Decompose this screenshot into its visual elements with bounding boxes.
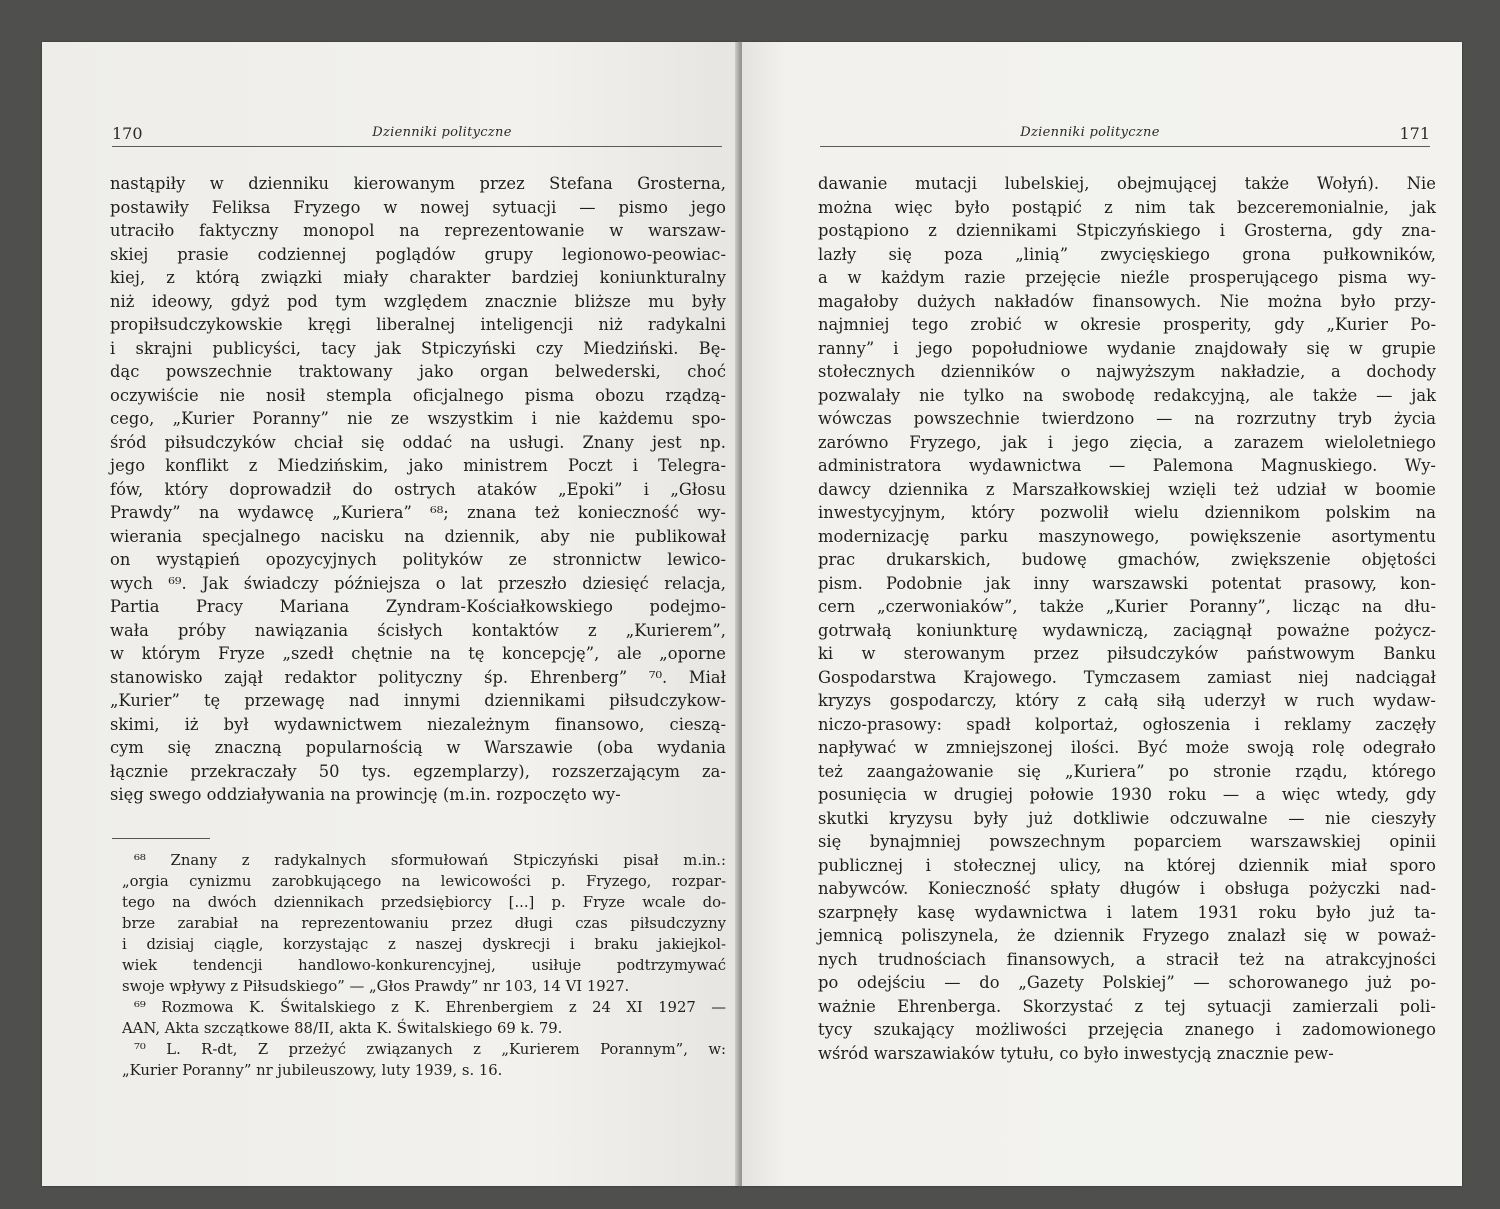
- left-page: [42, 42, 738, 1186]
- footnote-line: „Kurier Poranny” nr jubileuszowy, luty 1939, s. 16.: [122, 1062, 503, 1079]
- text-line: łącznie przekraczały 50 tys. egzemplarzy), rozszerzającym za-: [110, 761, 726, 781]
- text-line: „Kurier” tę przewagę nad innymi dziennikami piłsudczykow-: [110, 691, 726, 710]
- text-line: Gospodarstwa Krajowego. Tymczasem zamiast niej nadciągał: [818, 667, 1436, 687]
- text-line: wierania specjalnego nacisku na dziennik, aby nie publikował: [110, 526, 726, 546]
- text-line: utraciło faktyczny monopol na reprezentowanie w warszaw-: [110, 221, 726, 240]
- text-line: napływać w zmniejszonej ilości. Być może swoją rolę odegrało: [818, 738, 1436, 757]
- text-line: nych trudnościach finansowych, a stracił też na atrakcyjności: [818, 949, 1436, 969]
- right-page-body: [818, 172, 1436, 1065]
- right-page-number: 171: [1399, 124, 1430, 143]
- text-line: w którym Fryze „szedł chętnie na tę koncepcję”, ale „oporne: [110, 644, 726, 663]
- text-line: postąpiono z dziennikami Stpiczyńskiego i Grosterna, gdy zna-: [818, 221, 1436, 240]
- text-line: ranny” i jego popołudniowe wydanie znajdowały się w grupie: [818, 338, 1436, 358]
- footnote-line: swoje wpływy z Piłsudskiego” — „Głos Prawdy” nr 103, 14 VI 1927.: [122, 978, 630, 995]
- text-line: fów, który doprowadził do ostrych ataków „Epoki” i „Głosu: [110, 479, 726, 499]
- footnote-line: ⁶⁹ Rozmowa K. Świtalskiego z K. Ehrenbergiem z 24 XI 1927 —: [134, 999, 726, 1016]
- text-line: skiej prasie codziennej poglądów grupy legionowo-peowiac-: [110, 244, 726, 264]
- left-page-number: 170: [112, 124, 143, 143]
- left-running-title: Dzienniki polityczne: [372, 125, 512, 140]
- text-line: tycy szukający możliwości przejęcia znanego i zadomowionego: [818, 1020, 1436, 1039]
- text-line: administratora wydawnictwa — Palemona Magnuskiego. Wy-: [818, 456, 1436, 475]
- footnote-separator: [112, 838, 210, 839]
- text-line: posunięcia w drugiej połowie 1930 roku — a więc wtedy, gdy: [818, 785, 1436, 804]
- text-line: lazły się poza „linią” zwycięskiego grona pułkowników,: [818, 244, 1436, 264]
- left-page-header: [112, 122, 722, 147]
- footnote-line: tego na dwóch dziennikach przedsiębiorcy [...] p. Fryze wcale do-: [122, 894, 726, 911]
- text-line: niczo-prasowy: spadł kolportaż, ogłoszenia i reklamy zaczęły: [818, 714, 1436, 734]
- text-line: sięg swego oddziaływania na prowincję (m.in. rozpoczęto wy-: [110, 785, 621, 804]
- text-line: kryzys gospodarczy, który z całą siłą uderzył w ruch wydaw-: [818, 691, 1436, 710]
- text-line: niż ideowy, gdyż pod tym względem znacznie bliższe mu były: [110, 291, 726, 311]
- text-line: kiej, z którą związki miały charakter bardziej koniunkturalny: [110, 268, 726, 287]
- text-line: publicznej i stołecznej ulicy, na której dziennik miał sporo: [818, 855, 1436, 875]
- text-line: postawiły Feliksa Fryzego w nowej sytuacji — pismo jego: [110, 197, 726, 217]
- text-line: gotrwałą koniunkturę wydawniczą, zaciągnął poważne pożycz-: [818, 620, 1436, 640]
- text-line: skimi, iż był wydawnictwem niezależnym finansowo, cieszą-: [110, 714, 726, 734]
- text-line: pism. Podobnie jak inny warszawski potentat prasowy, kon-: [818, 573, 1436, 593]
- text-line: szarpnęły kasę wydawnictwa i latem 1931 roku było już ta-: [818, 902, 1436, 922]
- footnote-line: „orgia cynizmu zarobkującego na lewicowości p. Fryzego, rozpar-: [122, 873, 726, 890]
- text-line: ważnie Ehrenberga. Skorzystać z tej sytuacji zamierzali poli-: [818, 996, 1436, 1016]
- text-line: cego, „Kurier Poranny” nie ze wszystkim i nie każdemu spo-: [110, 409, 726, 428]
- text-line: śród piłsudczyków chciał się oddać na usługi. Znany jest np.: [110, 432, 726, 452]
- footnote-line: brze zarabiał na reprezentowaniu przez długi czas piłsudczyzny: [122, 915, 726, 932]
- text-line: po odejściu — do „Gazety Polskiej” — schorowanego już po-: [818, 973, 1436, 992]
- text-line: skutki kryzysu były już dotkliwie odczuwalne — nie cieszyły: [818, 808, 1436, 828]
- text-line: Partia Pracy Mariana Zyndram-Kościałkowskiego podejmo-: [110, 597, 726, 616]
- text-line: Prawdy” na wydawcę „Kuriera” ⁶⁸; znana też konieczność wy-: [110, 503, 726, 522]
- text-line: cym się znaczną popularnością w Warszawie (oba wydania: [110, 738, 726, 757]
- text-line: dąc powszechnie traktowany jako organ belwederski, choć: [110, 362, 726, 381]
- text-line: inwestycyjnym, który pozwolił wielu dziennikom polskim na: [818, 503, 1436, 522]
- left-page-body: [110, 172, 726, 807]
- text-line: wśród warszawiaków tytułu, co było inwestycją znacznie pew-: [818, 1043, 1334, 1063]
- text-line: stanowisko zajął redaktor polityczny śp. Ehrenberg” ⁷⁰. Miał: [110, 667, 726, 687]
- footnote-line: wiek tendencji handlowo-konkurencyjnej, usiłuje podtrzymywać: [122, 957, 726, 974]
- text-line: oczywiście nie nosił stempla oficjalnego pisma obozu rządzą-: [110, 385, 726, 405]
- text-line: nastąpiły w dzienniku kierowanym przez Stefana Grosterna,: [110, 174, 726, 193]
- text-line: dawanie mutacji lubelskiej, obejmującej także Wołyń). Nie: [818, 174, 1436, 193]
- footnote-line: AAN, Akta szczątkowe 88/II, akta K. Świtalskiego 69 k. 79.: [122, 1020, 563, 1037]
- text-line: i skrajni publicyści, tacy jak Stpiczyński czy Miedziński. Bę-: [110, 338, 726, 358]
- right-page: [742, 42, 1462, 1186]
- text-line: a w każdym razie przejęcie nieźle prosperującego pisma wy-: [818, 268, 1436, 287]
- text-line: magałoby dużych nakładów finansowych. Nie można było przy-: [818, 291, 1436, 311]
- footnotes: [122, 850, 726, 1081]
- text-line: się bynajmniej powszechnym poparciem warszawskiej opinii: [818, 832, 1436, 851]
- text-line: stołecznych dzienników o najwyższym nakładzie, a dochody: [818, 362, 1436, 381]
- text-line: propiłsudczykowskie kręgi liberalnej inteligencji niż radykalni: [110, 315, 726, 334]
- text-line: wych ⁶⁹. Jak świadczy późniejsza o lat przeszło dziesięć relacja,: [110, 573, 726, 593]
- text-line: najmniej tego zrobić w okresie prosperity, gdy „Kurier Po-: [818, 315, 1436, 334]
- text-line: prac drukarskich, budowę gmachów, zwiększenie objętości: [818, 550, 1436, 569]
- text-line: jemnicą poliszynela, że dziennik Fryzego znalazł się w poważ-: [818, 926, 1436, 945]
- text-line: jego konflikt z Miedzińskim, jako ministrem Poczt i Telegra-: [110, 456, 726, 475]
- right-page-header: [820, 122, 1430, 147]
- text-line: też zaangażowanie się „Kuriera” po stronie rządu, którego: [818, 761, 1436, 781]
- right-running-title: Dzienniki polityczne: [1020, 125, 1160, 140]
- text-line: on wystąpień opozycyjnych polityków ze stronnictw lewico-: [110, 550, 726, 569]
- text-line: wała próby nawiązania ścisłych kontaktów z „Kurierem”,: [110, 620, 726, 640]
- text-line: dawcy dziennika z Marszałkowskiej wzięli też udział w boomie: [818, 479, 1436, 499]
- text-line: można więc było postąpić z nim tak bezceremonialnie, jak: [818, 197, 1436, 217]
- text-line: wówczas powszechnie twierdzono — na rozrzutny tryb życia: [818, 409, 1436, 428]
- footnote-line: ⁷⁰ L. R-dt, Z przeżyć związanych z „Kurierem Porannym”, w:: [134, 1041, 726, 1058]
- footnote-line: ⁶⁸ Znany z radykalnych sformułowań Stpiczyński pisał m.in.:: [134, 852, 726, 869]
- footnote-line: i dzisiaj ciągle, korzystając z naszej dyskrecji i braku jakiejkol-: [122, 936, 726, 953]
- text-line: modernizację parku maszynowego, powiększenie asortymentu: [818, 526, 1436, 546]
- text-line: cern „czerwoniaków”, także „Kurier Poranny”, licząc na dłu-: [818, 597, 1436, 616]
- text-line: zarówno Fryzego, jak i jego zięcia, a zarazem wieloletniego: [818, 432, 1436, 452]
- text-line: pozwalały nie tylko na swobodę redakcyjną, ale także — jak: [818, 385, 1436, 405]
- text-line: ki w sterowanym przez piłsudczyków państwowym Banku: [818, 644, 1436, 663]
- text-line: nabywców. Konieczność spłaty długów i obsługa pożyczki nad-: [818, 879, 1436, 898]
